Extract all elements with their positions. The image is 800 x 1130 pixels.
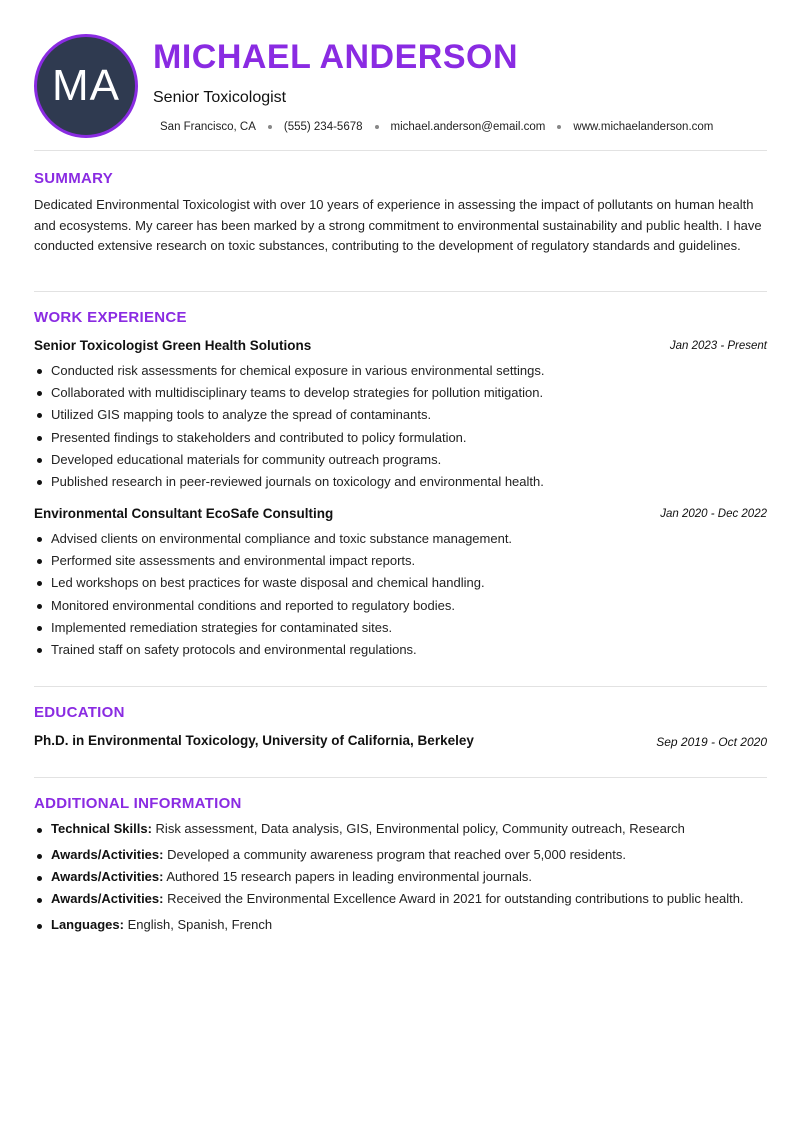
education-dates: Sep 2019 - Oct 2020 [656, 735, 767, 749]
bullet-item: Developed educational materials for community outreach programs. [34, 449, 767, 471]
bullet-item: Led workshops on best practices for waste disposal and chemical handling. [34, 572, 767, 594]
info-item [34, 847, 774, 869]
contact-location: San Francisco, CA [160, 121, 256, 133]
bullet-item: Collaborated with multidisciplinary teams to develop strategies for pollution mitigation. [34, 382, 767, 404]
job-header [34, 338, 767, 356]
info-text: English, Spanish, French [127, 917, 273, 932]
separator-dot-icon [268, 125, 272, 129]
bullet-item: Conducted risk assessments for chemical exposure in various environmental settings. [34, 360, 767, 382]
bullet-item: Performed site assessments and environmental impact reports. [34, 550, 767, 572]
job-dates: Jan 2020 - Dec 2022 [660, 508, 767, 520]
info-item [34, 917, 774, 939]
bullet-item: Presented findings to stakeholders and contributed to policy formulation. [34, 427, 767, 449]
additional-info-list [34, 821, 774, 939]
info-item [34, 869, 774, 891]
info-label: Awards/Activities: [51, 869, 164, 884]
avatar-initials: MA [52, 61, 120, 110]
bullet-item: Advised clients on environmental compliance and toxic substance management. [34, 528, 767, 550]
contact-phone: (555) 234-5678 [283, 121, 363, 133]
bullet-item: Utilized GIS mapping tools to analyze the spread of contaminants. [34, 404, 767, 426]
info-text: Received the Environmental Excellence Award in 2021 for outstanding contributions to public health. [167, 891, 744, 906]
info-text: Developed a community awareness program that reached over 5,000 residents. [167, 847, 626, 862]
job-bullets [34, 528, 767, 661]
info-item [34, 821, 774, 847]
divider [34, 777, 767, 778]
separator-dot-icon [557, 125, 561, 129]
job-role: Environmental Consultant EcoSafe Consulting [34, 506, 334, 521]
contact-website: www.michaelanderson.com [573, 121, 714, 133]
info-text: Risk assessment, Data analysis, GIS, Environmental policy, Community outreach, Research [155, 821, 685, 836]
contact-email: michael.anderson@email.com [390, 121, 546, 133]
contact-row [160, 121, 713, 133]
divider [34, 291, 767, 292]
bullet-item: Monitored environmental conditions and reported to regulatory bodies. [34, 595, 767, 617]
education-degree: Ph.D. in Environmental Toxicology, University of California, Berkeley [34, 733, 474, 748]
info-item [34, 891, 774, 917]
info-label: Languages: [51, 917, 124, 932]
bullet-item: Trained staff on safety protocols and environmental regulations. [34, 639, 767, 661]
education-entry [34, 733, 767, 751]
separator-dot-icon [375, 125, 379, 129]
divider [34, 686, 767, 687]
job-dates: Jan 2023 - Present [669, 340, 767, 352]
info-label: Awards/Activities: [51, 847, 164, 862]
candidate-name: MICHAEL ANDERSON [153, 38, 519, 76]
info-text: Authored 15 research papers in leading environmental journals. [166, 869, 533, 884]
candidate-title: Senior Toxicologist [153, 89, 287, 106]
additional-info-heading: ADDITIONAL INFORMATION [34, 795, 242, 812]
education-heading: EDUCATION [34, 704, 125, 721]
bullet-item: Implemented remediation strategies for contaminated sites. [34, 617, 767, 639]
info-label: Technical Skills: [51, 821, 152, 836]
summary-heading: SUMMARY [34, 170, 114, 187]
job-bullets [34, 360, 767, 493]
info-label: Awards/Activities: [51, 891, 164, 906]
bullet-item: Published research in peer-reviewed journals on toxicology and environmental health. [34, 471, 767, 493]
job-header [34, 506, 767, 524]
divider [34, 150, 767, 151]
avatar [34, 34, 138, 138]
work-experience-heading: WORK EXPERIENCE [34, 309, 187, 326]
job-role: Senior Toxicologist Green Health Solutions [34, 338, 312, 353]
summary-text: Dedicated Environmental Toxicologist with over 10 years of experience in assessing the impact of pollutants on human health and ecosystems. My career has been marked by a strong commitment to environmental sustainability and public health. I have conducted extensive research on toxic substances, contributing to the development of regulatory standards and guidelines. [34, 197, 762, 253]
